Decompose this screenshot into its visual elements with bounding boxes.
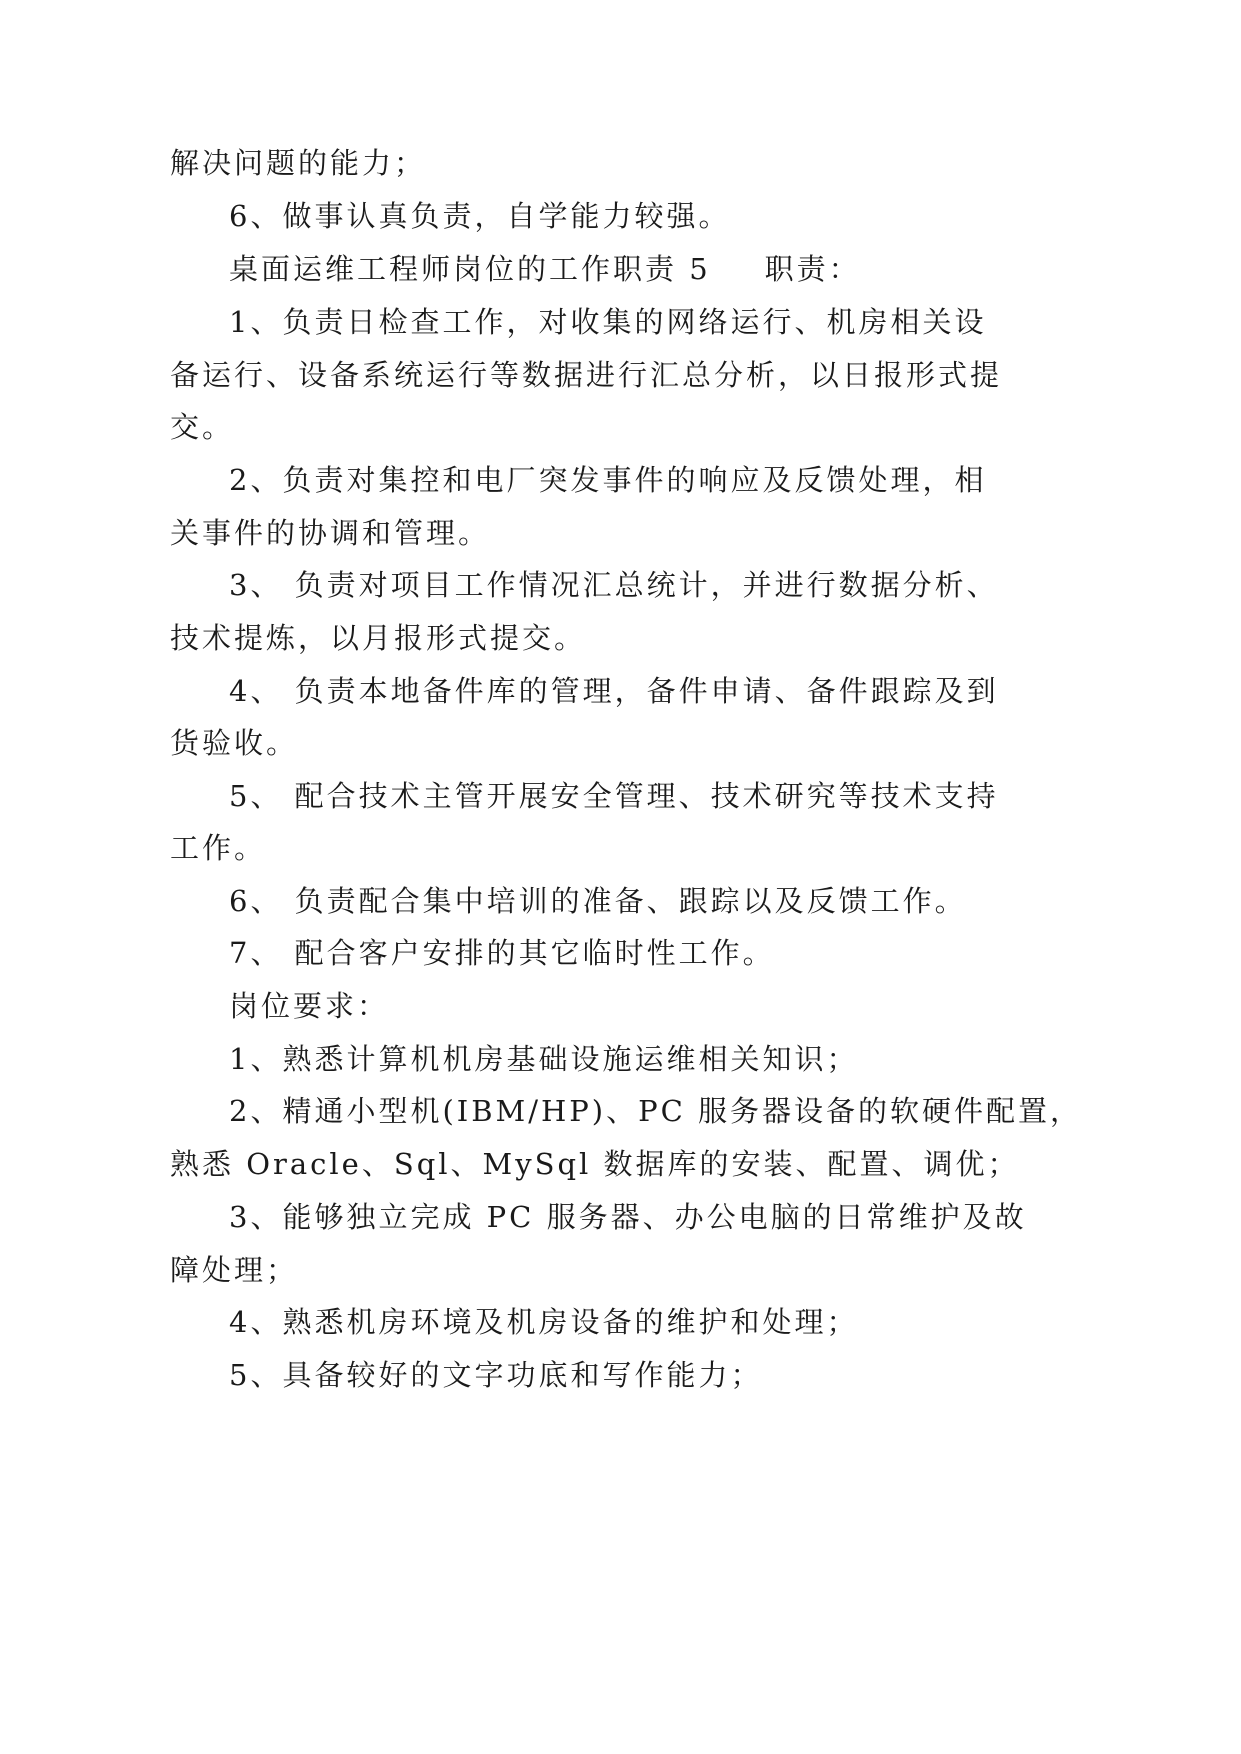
paragraph-line: 1、负责日检查工作，对收集的网络运行、机房相关设 bbox=[229, 305, 987, 339]
paragraph-line: 6、 负责配合集中培训的准备、跟踪以及反馈工作。 bbox=[229, 884, 967, 918]
paragraph-line: 1、熟悉计算机机房基础设施运维相关知识； bbox=[229, 1042, 859, 1076]
section-heading: 岗位要求： bbox=[229, 989, 390, 1023]
paragraph-line: 3、能够独立完成 PC 服务器、办公电脑的日常维护及故 bbox=[229, 1200, 1027, 1234]
paragraph-line: 5、 配合技术主管开展安全管理、技术研究等技术支持 bbox=[229, 779, 999, 813]
paragraph-line: 解决问题的能力； bbox=[170, 146, 427, 180]
paragraph-line: 交。 bbox=[170, 410, 235, 444]
paragraph-line: 2、精通小型机(IBM/HP)、PC 服务器设备的软硬件配置， bbox=[229, 1094, 1083, 1128]
paragraph-line: 障处理； bbox=[170, 1253, 299, 1287]
section-heading-title: 桌面运维工程师岗位的工作职责 5 bbox=[229, 252, 711, 286]
paragraph-line: 技术提炼，以月报形式提交。 bbox=[170, 621, 587, 655]
paragraph-line: 货验收。 bbox=[170, 726, 299, 760]
paragraph-line: 4、熟悉机房环境及机房设备的维护和处理； bbox=[229, 1305, 859, 1339]
paragraph-line: 关事件的协调和管理。 bbox=[170, 516, 491, 550]
paragraph-line: 备运行、设备系统运行等数据进行汇总分析，以日报形式提 bbox=[170, 358, 1003, 392]
section-heading-subtitle: 职责： bbox=[764, 252, 861, 286]
paragraph-line: 2、负责对集控和电厂突发事件的响应及反馈处理，相 bbox=[229, 463, 987, 497]
paragraph-line: 7、 配合客户安排的其它临时性工作。 bbox=[229, 936, 775, 970]
paragraph-line: 4、 负责本地备件库的管理，备件申请、备件跟踪及到 bbox=[229, 674, 999, 708]
paragraph-line: 3、 负责对项目工作情况汇总统计，并进行数据分析、 bbox=[229, 568, 999, 602]
paragraph-line: 工作。 bbox=[170, 831, 267, 865]
paragraph-line: 5、具备较好的文字功底和写作能力； bbox=[229, 1358, 763, 1392]
section-heading bbox=[0, 249, 1241, 289]
paragraph-line: 熟悉 Oracle、Sql、MySql 数据库的安装、配置、调优； bbox=[170, 1147, 1020, 1181]
paragraph-line: 6、做事认真负责，自学能力较强。 bbox=[229, 199, 731, 233]
